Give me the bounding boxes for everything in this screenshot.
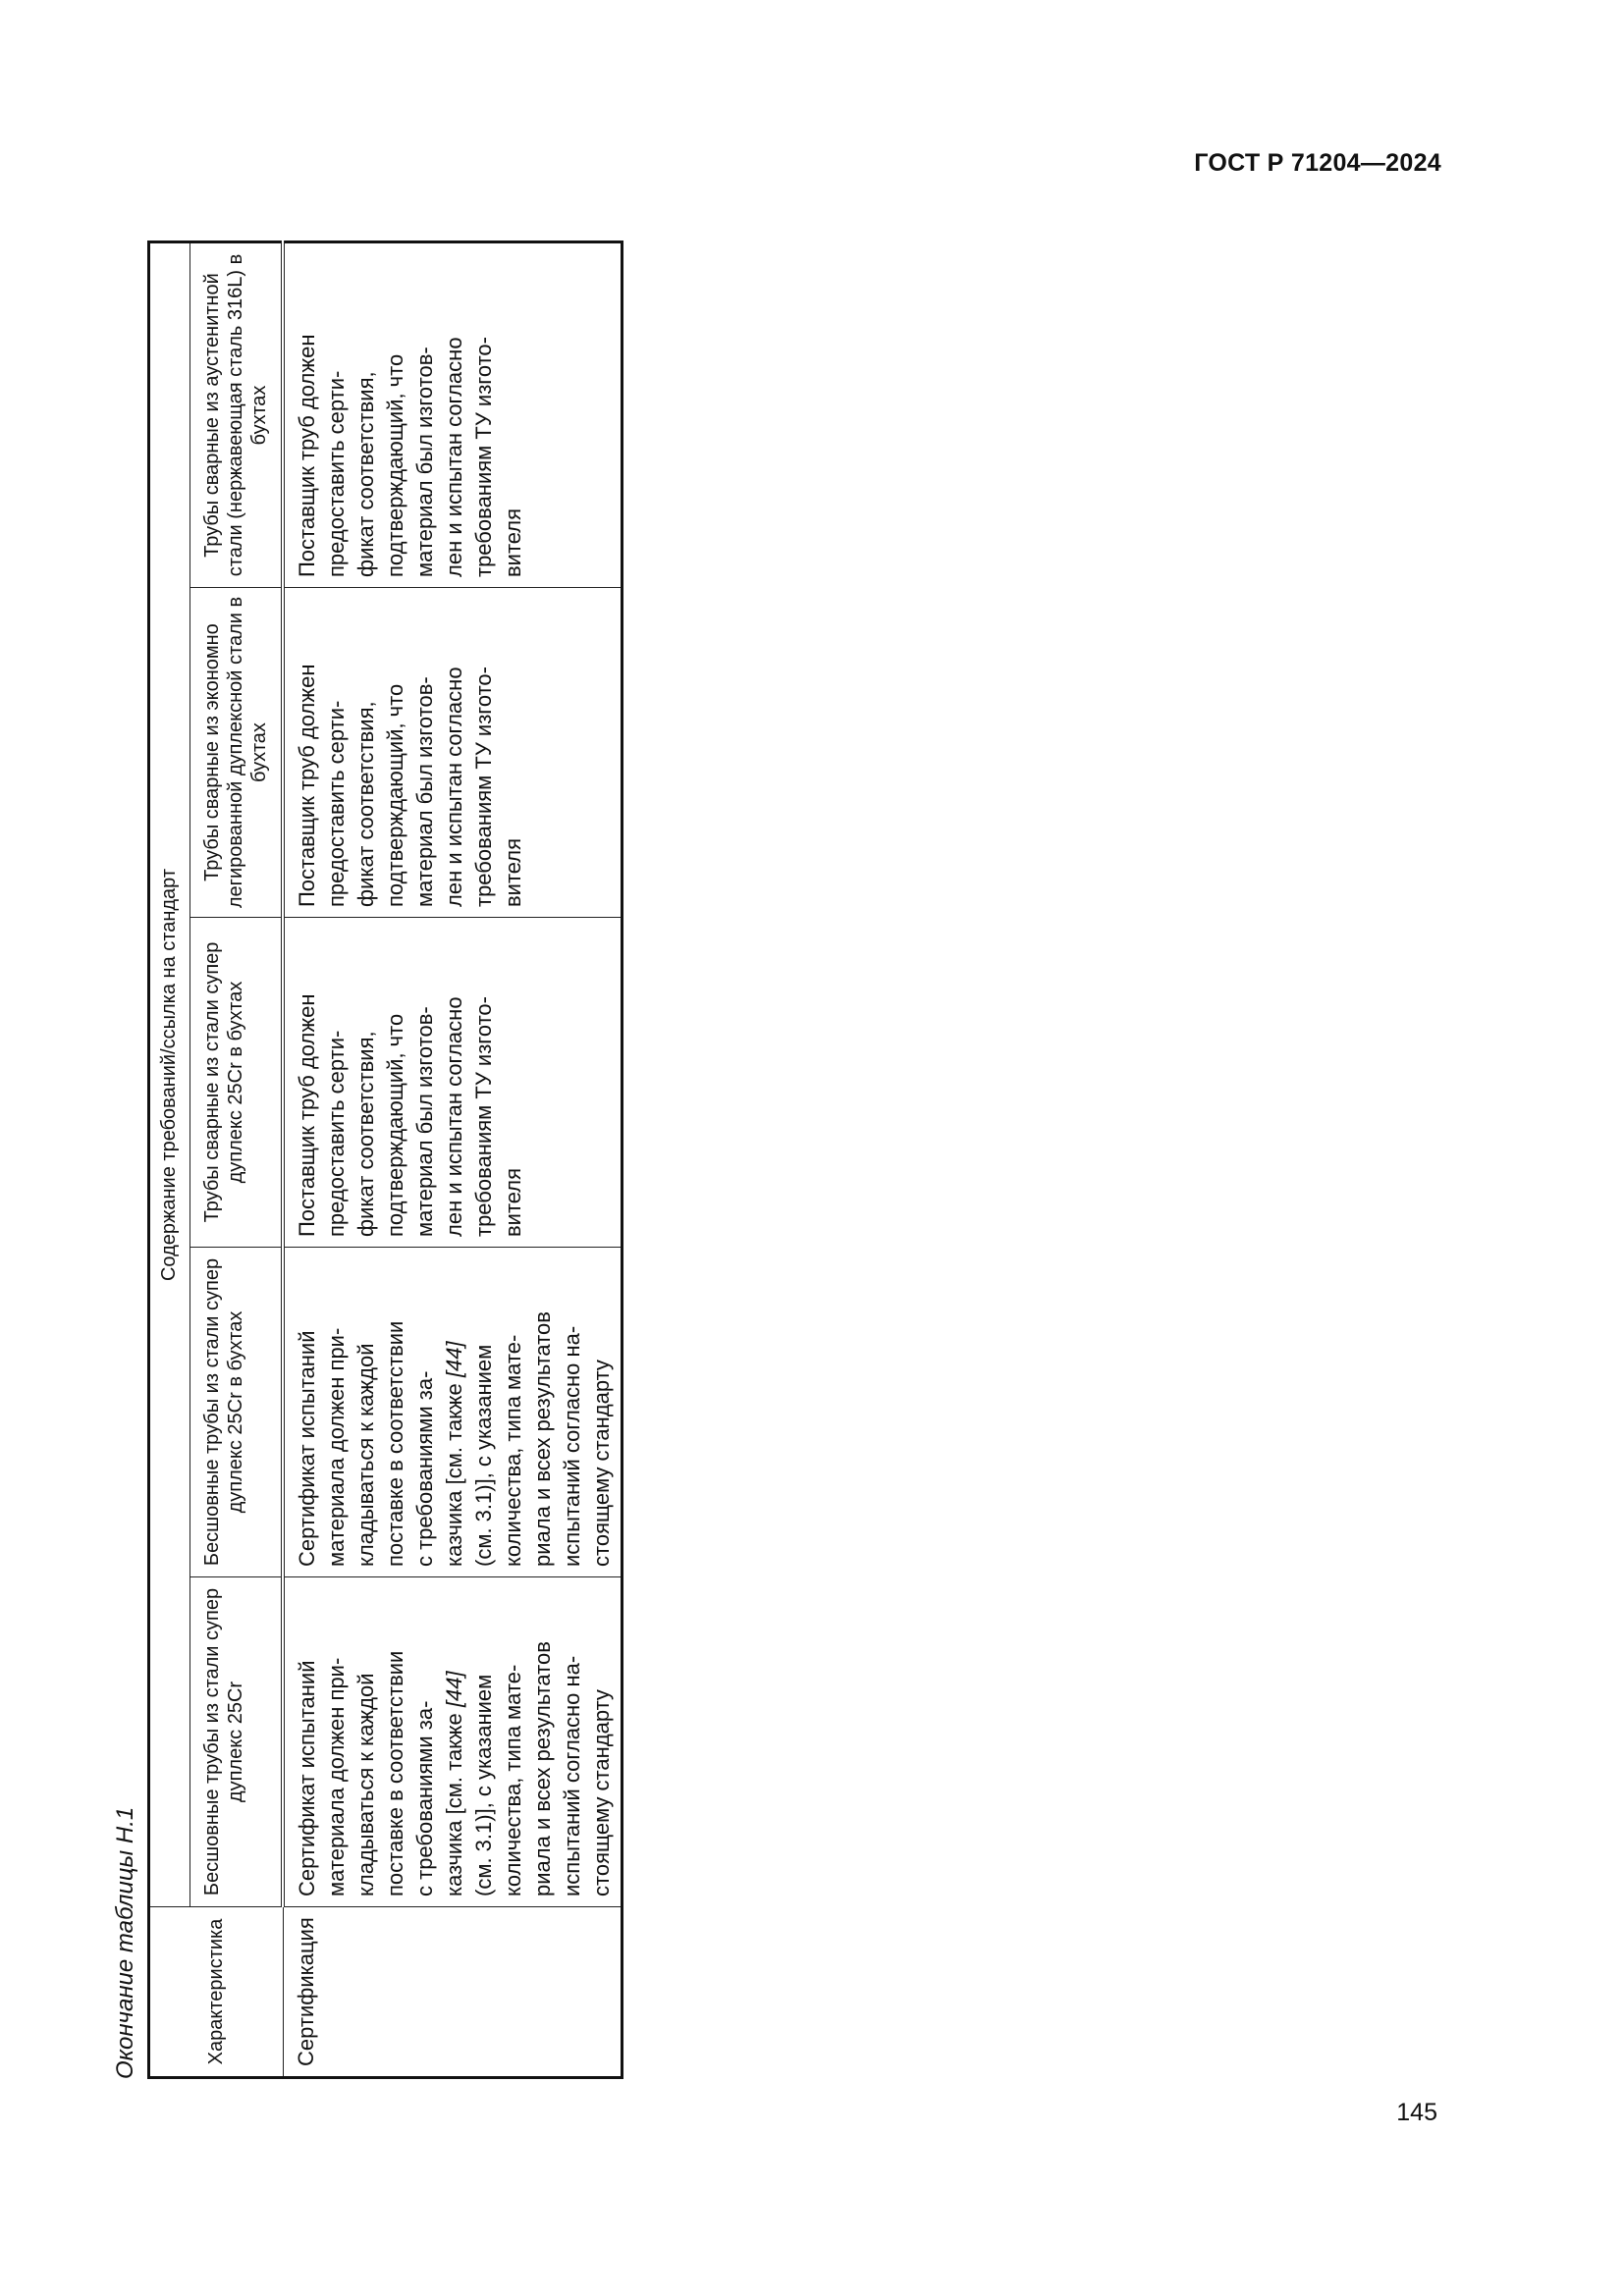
column-header: Трубы сварные из аустенитной стали (нержавеющая сталь 316L) в бухтах: [190, 242, 284, 588]
cell-line: лен и испытан согласно: [442, 337, 466, 577]
cell-line: материал был изготов-: [412, 1006, 437, 1237]
cell-line: риала и всех результатов: [530, 1641, 555, 1896]
cell-line: с требованиями за-: [412, 1700, 437, 1896]
cell-line: кладываться к каждой: [353, 1673, 378, 1896]
cell-line: фикат соответствия,: [353, 371, 378, 577]
column-header: Трубы сварные из экономно легированной дуплексной стали в бухтах: [190, 588, 284, 918]
cell-line: казчика [см. также [44]: [442, 1341, 466, 1567]
cell-line: подтверждающий, что: [383, 683, 407, 907]
table-row: [283, 242, 623, 2078]
cell-line: Сертификат испытаний: [295, 1660, 319, 1896]
requirement-cell: [283, 1248, 623, 1577]
cell-line: материал был изготов-: [412, 676, 437, 907]
requirement-cell: [283, 918, 623, 1248]
cell-line: лен и испытан согласно: [442, 667, 466, 907]
cell-line: Поставщик труб должен: [295, 664, 319, 907]
cell-line: Поставщик труб должен: [295, 334, 319, 577]
cell-line: фикат соответствия,: [353, 1031, 378, 1237]
cell-line: казчика [см. также [44]: [442, 1671, 466, 1896]
requirement-cell: [283, 1577, 623, 1907]
column-header: Трубы сварные из стали супер дуплекс 25Cr в бухтах: [190, 918, 284, 1248]
characteristic-cell: Сертификация: [283, 1907, 623, 2078]
cell-line: предоставить серти-: [324, 700, 349, 907]
cell-line: испытаний согласно на-: [560, 1325, 584, 1567]
cell-line: с требованиями за-: [412, 1370, 437, 1567]
cell-line: поставке в соответствии: [383, 1320, 407, 1567]
cell-line: вителя: [501, 507, 525, 577]
cell-line: поставке в соответствии: [383, 1650, 407, 1896]
cell-line: вителя: [501, 1167, 525, 1237]
cell-line: кладываться к каждой: [353, 1343, 378, 1567]
rotated-table-region: [108, 234, 697, 2079]
group-header-row: [149, 242, 190, 2078]
characteristic-header: Характеристика: [149, 1907, 284, 2078]
cell-line: требованиям ТУ изгото-: [471, 337, 496, 577]
cell-line: стоящему стандарту: [589, 1689, 614, 1896]
requirement-cell: [283, 242, 623, 588]
cell-line: подтверждающий, что: [383, 1013, 407, 1237]
column-header-row: [190, 242, 284, 2078]
cell-line: вителя: [501, 837, 525, 907]
cell-line: требованиям ТУ изгото-: [471, 996, 496, 1237]
requirements-table: [147, 240, 623, 2079]
cell-line: количества, типа мате-: [501, 1334, 525, 1567]
cell-line: требованиям ТУ изгото-: [471, 667, 496, 907]
cell-line: лен и испытан согласно: [442, 996, 466, 1237]
standard-code: ГОСТ Р 71204—2024: [1194, 149, 1441, 177]
column-header: Бесшовные трубы из стали супер дуплекс 25Cr: [190, 1577, 284, 1907]
page-number: 145: [1396, 2099, 1437, 2126]
cell-line: предоставить серти-: [324, 1030, 349, 1237]
cell-line: (см. 3.1)], с указанием: [471, 1674, 496, 1896]
cell-line: материал был изготов-: [412, 347, 437, 577]
table-caption: Окончание таблицы Н.1: [112, 1806, 138, 2079]
cell-line: материала должен при-: [324, 1327, 349, 1567]
cell-line: фикат соответствия,: [353, 701, 378, 907]
cell-line: материала должен при-: [324, 1657, 349, 1896]
cell-line: подтверждающий, что: [383, 353, 407, 577]
cell-line: испытаний согласно на-: [560, 1655, 584, 1896]
group-header: Содержание требований/ссылка на стандарт: [149, 242, 190, 1907]
cell-line: стоящему стандарту: [589, 1360, 614, 1567]
column-header: Бесшовные трубы из стали супер дуплекс 25Cr в бухтах: [190, 1248, 284, 1577]
cell-line: предоставить серти-: [324, 370, 349, 577]
cell-line: риала и всех результатов: [530, 1311, 555, 1567]
cell-line: количества, типа мате-: [501, 1664, 525, 1896]
cell-line: Поставщик труб должен: [295, 993, 319, 1237]
cell-line: (см. 3.1)], с указанием: [471, 1344, 496, 1567]
requirement-cell: [283, 588, 623, 918]
cell-line: Сертификат испытаний: [295, 1330, 319, 1567]
